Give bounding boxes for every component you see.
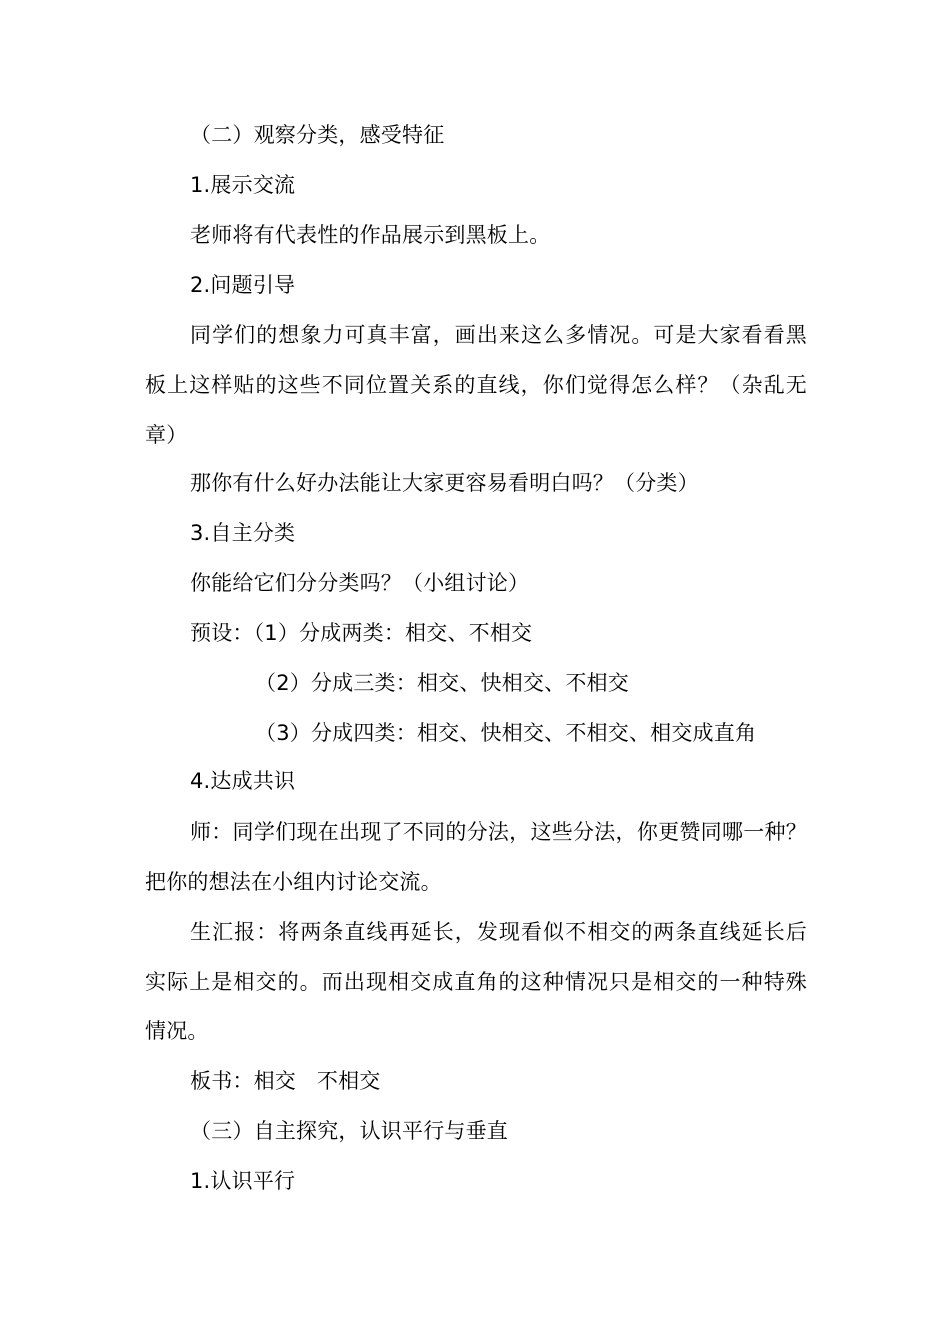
paragraph-line: 老师将有代表性的作品展示到黑板上。: [190, 223, 551, 247]
board-writing: 板书：相交 不相交: [190, 1069, 381, 1093]
paragraph-line: 实际上是相交的。而出现相交成直角的这种情况只是相交的一种特殊: [145, 970, 807, 994]
paragraph-line: 师：同学们现在出现了不同的分法，这些分法，你更赞同哪一种？: [190, 820, 807, 844]
paragraph-line: 章）: [145, 423, 188, 447]
section-heading-2: （二）观察分类，感受特征: [190, 123, 445, 147]
paragraph-line: 你能给它们分分类吗？（小组讨论）: [190, 571, 530, 595]
step-heading-2: 2.问题引导: [190, 273, 296, 297]
preset-item-2: （2）分成三类：相交、快相交、不相交: [255, 671, 629, 695]
paragraph-line: 情况。: [145, 1019, 209, 1043]
step-heading-1: 1.展示交流: [190, 173, 296, 197]
paragraph-line: 生汇报：将两条直线再延长，发现看似不相交的两条直线延长后: [190, 920, 807, 944]
paragraph-line: 那你有什么好办法能让大家更容易看明白吗？（分类）: [190, 471, 699, 495]
paragraph-line: 板上这样贴的这些不同位置关系的直线，你们觉得怎么样？（杂乱无: [145, 373, 807, 397]
section-heading-3: （三）自主探究，认识平行与垂直: [190, 1119, 508, 1143]
paragraph-line: 把你的想法在小组内讨论交流。: [145, 870, 442, 894]
preset-item-3: （3）分成四类：相交、快相交、不相交、相交成直角: [255, 721, 757, 745]
preset-item-1: 预设：（1）分成两类：相交、不相交: [190, 621, 533, 645]
step-heading-4: 4.达成共识: [190, 769, 296, 793]
paragraph-line: 同学们的想象力可真丰富，画出来这么多情况。可是大家看看黑: [190, 323, 807, 347]
step-heading-1-parallel: 1.认识平行: [190, 1169, 296, 1193]
step-heading-3: 3.自主分类: [190, 521, 296, 545]
